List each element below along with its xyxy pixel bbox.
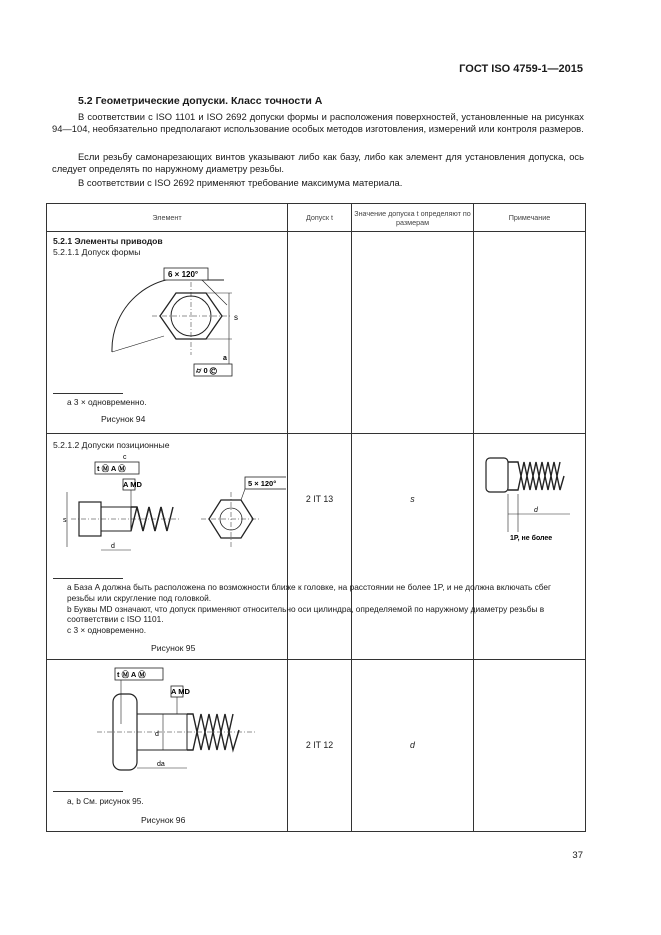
- intro-paragraph-1: В соответствии с ISO 1101 и ISO 2692 допуски формы и расположения поверхностей, установленные на рисунках 94—104, необязательно предполагают использование особых методов изготовления, измерений или контроля размеров.: [52, 111, 584, 135]
- label-a: a: [223, 355, 227, 362]
- label-c-95: с: [123, 454, 127, 461]
- datum-a-md-95: A MD: [123, 480, 142, 489]
- figure-96-caption: Рисунок 96: [141, 815, 186, 825]
- note-label-d: d: [534, 507, 538, 514]
- figure-95-caption: Рисунок 95: [151, 643, 196, 653]
- label-d-96-inner: d: [155, 731, 159, 738]
- label-s-95: s: [63, 517, 67, 524]
- row3-tolerance: 2 IT 12: [305, 740, 334, 750]
- row3-value-cell: [352, 660, 474, 832]
- label-s: s: [234, 313, 238, 322]
- figure-96-drawing: [87, 664, 267, 784]
- footnote-95-c: с 3 × одновременно.: [67, 625, 147, 636]
- frame-flatness: ⌭ 0 Ⓒ: [196, 366, 217, 375]
- subsection-positional: 5.2.1.2 Допуски позиционные: [53, 440, 170, 450]
- row2-tolerance: 2 IT 13: [305, 494, 334, 504]
- footnote-95-a: а База A должна быть расположена по возможности ближе к головке, на расстоянии не более 1P, и не должна включать сбег резьбы или скругление под головкой.: [67, 582, 552, 603]
- footnote-96: a, b См. рисунок 95.: [67, 796, 144, 806]
- subsection-form-tolerance: 5.2.1.1 Допуск формы: [53, 247, 141, 257]
- row2-value: s: [410, 494, 415, 504]
- section-title: 5.2 Геометрические допуски. Класс точности A: [78, 95, 323, 107]
- col-note: Примечание: [474, 204, 586, 232]
- label-d-96: dа: [157, 761, 165, 768]
- row3-value: d: [410, 740, 415, 750]
- row2-value-cell: [352, 434, 474, 660]
- footnote-94: a 3 × одновременно.: [67, 397, 147, 407]
- row1-element-cell: [47, 232, 288, 434]
- thread-runout-note-drawing: [480, 444, 584, 544]
- figure-94-drawing: [102, 260, 262, 390]
- row2-note-cell: [474, 434, 586, 660]
- datum-a-md-96: A MD: [171, 687, 190, 696]
- label-five-120: 5 × 120°: [248, 479, 277, 488]
- intro-paragraph-2: Если резьбу самонарезающих винтов указывают либо как базу, либо как элемент для установления допуска, ось следует определять по наружному диаметру резьбы.: [52, 151, 584, 175]
- label-d-95: d: [111, 543, 115, 550]
- group-title: 5.2.1 Элементы приводов: [53, 236, 163, 246]
- col-tolerance: Допуск t: [288, 204, 352, 232]
- figure-94-caption: Рисунок 94: [101, 414, 146, 424]
- row3-tolerance-cell: [288, 660, 352, 832]
- frame-position-95: t Ⓜ A Ⓜ: [97, 464, 126, 473]
- page-number: 37: [572, 850, 583, 861]
- figure-95-drawing: [61, 452, 286, 562]
- frame-position-96: t Ⓜ A Ⓜ: [117, 670, 146, 679]
- label-six-120: 6 × 120°: [168, 270, 199, 279]
- document-header: ГОСТ ISO 4759-1—2015: [459, 63, 583, 75]
- row3-element-cell: [47, 660, 288, 832]
- footnote-95-b: b Буквы MD означают, что допуск применяют относительно оси цилиндра, определяемой по наружному диаметру резьбы в соответствии с ISO 1101.: [67, 603, 545, 625]
- row2-tolerance-cell: [288, 434, 352, 660]
- col-element: Элемент: [47, 204, 288, 232]
- intro-paragraph-3: В соответствии с ISO 2692 применяют требование максимума материала.: [78, 177, 403, 188]
- note-label-one-p: 1P, не более: [510, 535, 553, 542]
- tolerance-table: [46, 203, 586, 832]
- col-value: Значение допуска t определяют по размерам: [352, 204, 474, 232]
